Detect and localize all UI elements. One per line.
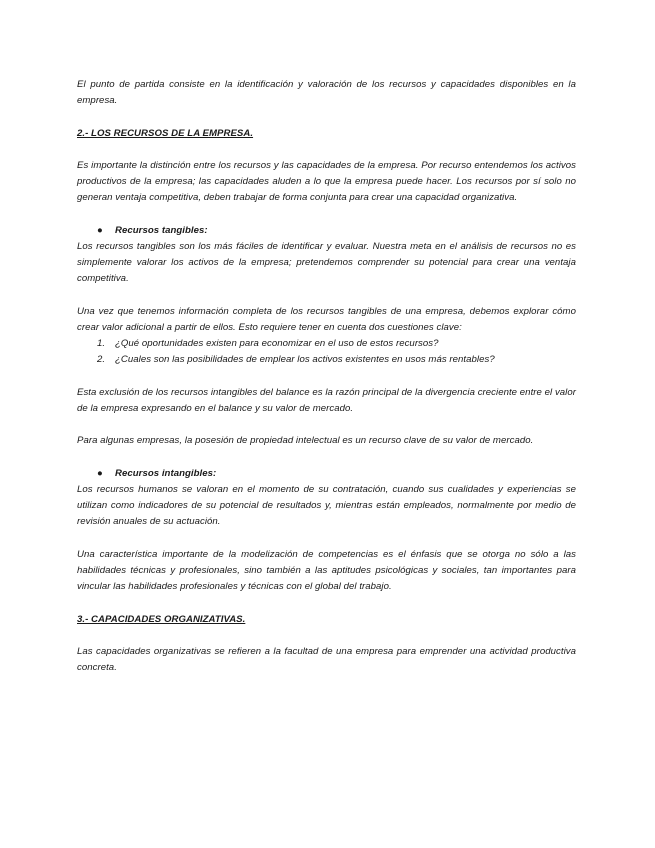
document-body xyxy=(77,77,576,693)
paragraph-capacidades: Las capacidades organizativas se refieren a la facultad de una empresa para emprender una actividad productiva concreta. xyxy=(77,645,576,674)
list-number: 2. xyxy=(97,354,106,366)
list-text: ¿Cuales son las posibilidades de emplear los activos existentes en usos más rentables? xyxy=(115,354,495,366)
paragraph-distincion: Es importante la distinción entre los recursos y las capacidades de la empresa. Por recurso entendemos los activos productivos de la empresa; las capacidades aluden a lo que la empresa puede hacer. Los recursos por sí solo no generan ventaja competitiva, deben trabajar de forma conjunta para crear una capacidad organizativa. xyxy=(77,159,576,204)
paragraph-competencias: Una característica importante de la modelización de competencias es el énfasis que se otorga no sólo a las habilidades técnicas y profesionales, sino también a las aptitudes psicológicas y sociales, tan importantes para vincular las habilidades profesionales y técnicas con el global del trabajo. xyxy=(77,548,576,593)
paragraph-propiedad: Para algunas empresas, la posesión de propiedad intelectual es un recurso clave de su valor de mercado. xyxy=(77,435,534,447)
paragraph-informacion: Una vez que tenemos información completa de los recursos tangibles de una empresa, debemos explorar cómo crear valor adicional a partir de ellos. Esto requiere tener en cuenta dos cuestiones clave: xyxy=(77,305,576,333)
bullet-icon: ● xyxy=(97,224,103,236)
paragraph-humanos: Los recursos humanos se valoran en el momento de su contratación, cuando sus cualidades y experiencias se utilizan como indicadores de su potencial de resultados y, mientras están empleados, normalmente por medio de revisión anuales de su actuación. xyxy=(77,483,576,528)
list-item xyxy=(77,336,576,352)
intro-paragraph: El punto de partida consiste en la identificación y valoración de los recursos y capacidades disponibles en la empresa. xyxy=(77,79,576,107)
bullet-recursos-tangibles xyxy=(77,223,576,239)
paragraph-tangibles: Los recursos tangibles son los más fáciles de identificar y evaluar. Nuestra meta en el análisis de recursos no es simplemente valorar los activos de la empresa; pretendemos comprender su potencial para crear una ventaja competitiva. xyxy=(77,240,576,285)
questions-list xyxy=(77,336,576,368)
bullet-icon: ● xyxy=(97,467,103,479)
bullet-recursos-intangibles xyxy=(77,466,576,482)
list-item xyxy=(77,352,576,368)
bullet-label: Recursos intangibles: xyxy=(115,467,217,479)
list-text: ¿Qué oportunidades existen para economizar en el uso de estos recursos? xyxy=(115,338,439,350)
paragraph-exclusion: Esta exclusión de los recursos intangibles del balance es la razón principal de la divergencia creciente entre el valor de la empresa expresando en el balance y su valor de mercado. xyxy=(77,386,576,414)
section-heading-recursos: 2.- LOS RECURSOS DE LA EMPRESA. xyxy=(77,127,254,139)
bullet-label: Recursos tangibles: xyxy=(115,224,208,236)
list-number: 1. xyxy=(97,338,106,350)
section-heading-capacidades: 3.- CAPACIDADES ORGANIZATIVAS. xyxy=(77,613,246,625)
